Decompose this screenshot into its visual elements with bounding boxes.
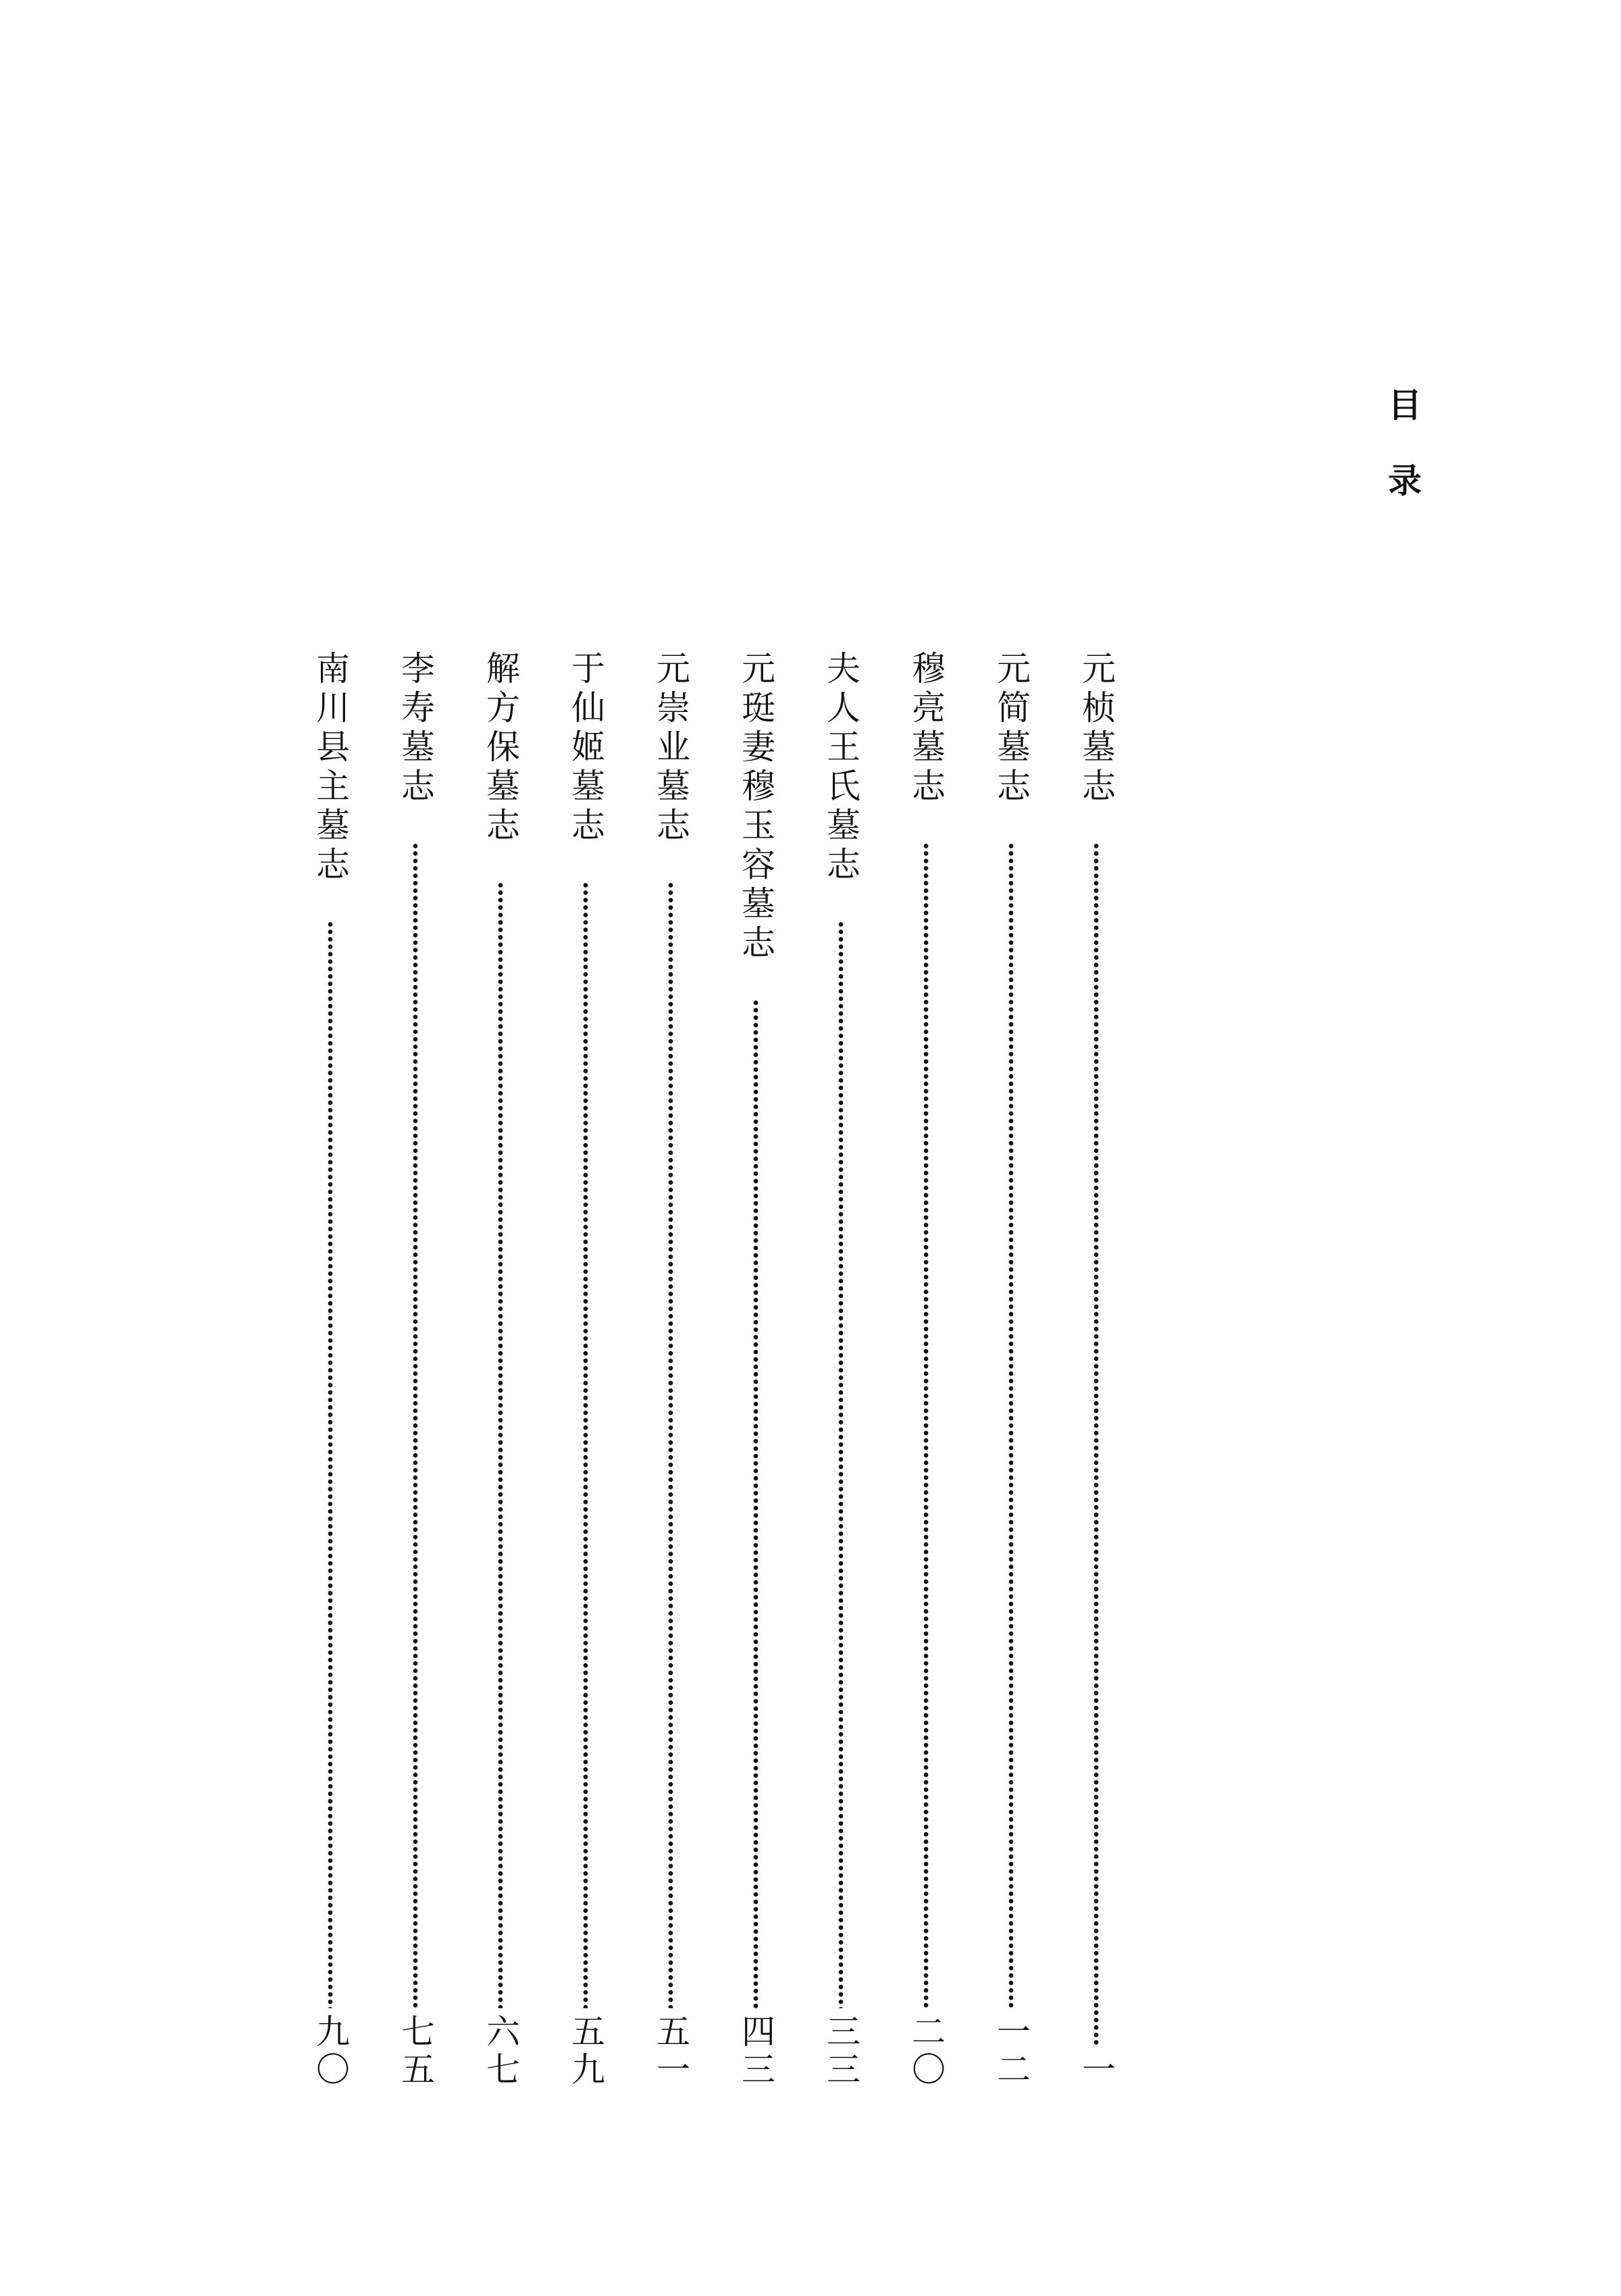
toc-leader-dots: [498, 882, 503, 2008]
toc-entry[interactable]: [1073, 650, 1120, 2089]
toc-leader-dots: [583, 882, 588, 2008]
toc-entry-title: 夫人王氏墓志: [821, 650, 860, 886]
toc-entry-page: 一: [1077, 2051, 1116, 2089]
toc-entry[interactable]: [902, 650, 950, 2089]
toc-entry-page: 四三: [736, 2014, 775, 2089]
toc-leader-dots: [413, 842, 418, 2008]
toc-entry-page: 一二: [992, 2014, 1031, 2089]
toc-entry-title: 于仙姬墓志: [566, 650, 605, 846]
toc-leader-dots: [838, 921, 844, 2008]
toc-entry-title: 元崇业墓志: [651, 650, 690, 846]
toc-leader-dots: [668, 882, 673, 2008]
toc-entry[interactable]: [392, 650, 439, 2089]
toc-leader-dots: [1093, 842, 1099, 2046]
toc-entry-page: 五一: [651, 2014, 690, 2089]
toc-entry[interactable]: [817, 650, 865, 2089]
toc-entry-page: 二〇: [906, 2014, 946, 2089]
toc-leader-dots: [923, 842, 929, 2008]
toc-entry[interactable]: [562, 650, 609, 2089]
toc-leader-dots: [1008, 842, 1014, 2008]
page-title-char-2: 录: [1388, 461, 1422, 501]
toc-entry-page: 五九: [566, 2014, 605, 2089]
toc-entry-title: 南川县主墓志: [311, 650, 350, 886]
toc-entry-title: 元桢墓志: [1077, 650, 1116, 807]
toc-entry-title: 穆亮墓志: [906, 650, 946, 807]
toc-entry-page: 六七: [481, 2014, 520, 2089]
toc-entry-page: 九〇: [311, 2014, 350, 2089]
toc-entry[interactable]: [307, 650, 354, 2089]
toc-entry-page: 七五: [396, 2014, 435, 2089]
toc-leader-dots: [753, 999, 758, 2008]
toc-entry[interactable]: [647, 650, 694, 2089]
page-title-char-1: 目: [1388, 386, 1422, 425]
toc-entry-title: 元简墓志: [992, 650, 1031, 807]
toc-entry-title: 元珽妻穆玉容墓志: [736, 650, 775, 964]
toc-entry-page: 三三: [821, 2014, 860, 2089]
toc-entry[interactable]: [732, 650, 779, 2089]
toc-entry[interactable]: [477, 650, 524, 2089]
toc-entry-title: 解方保墓志: [481, 650, 520, 846]
toc-entry-title: 李寿墓志: [396, 650, 435, 807]
toc-leader-dots: [328, 921, 333, 2008]
toc-entry[interactable]: [987, 650, 1035, 2089]
